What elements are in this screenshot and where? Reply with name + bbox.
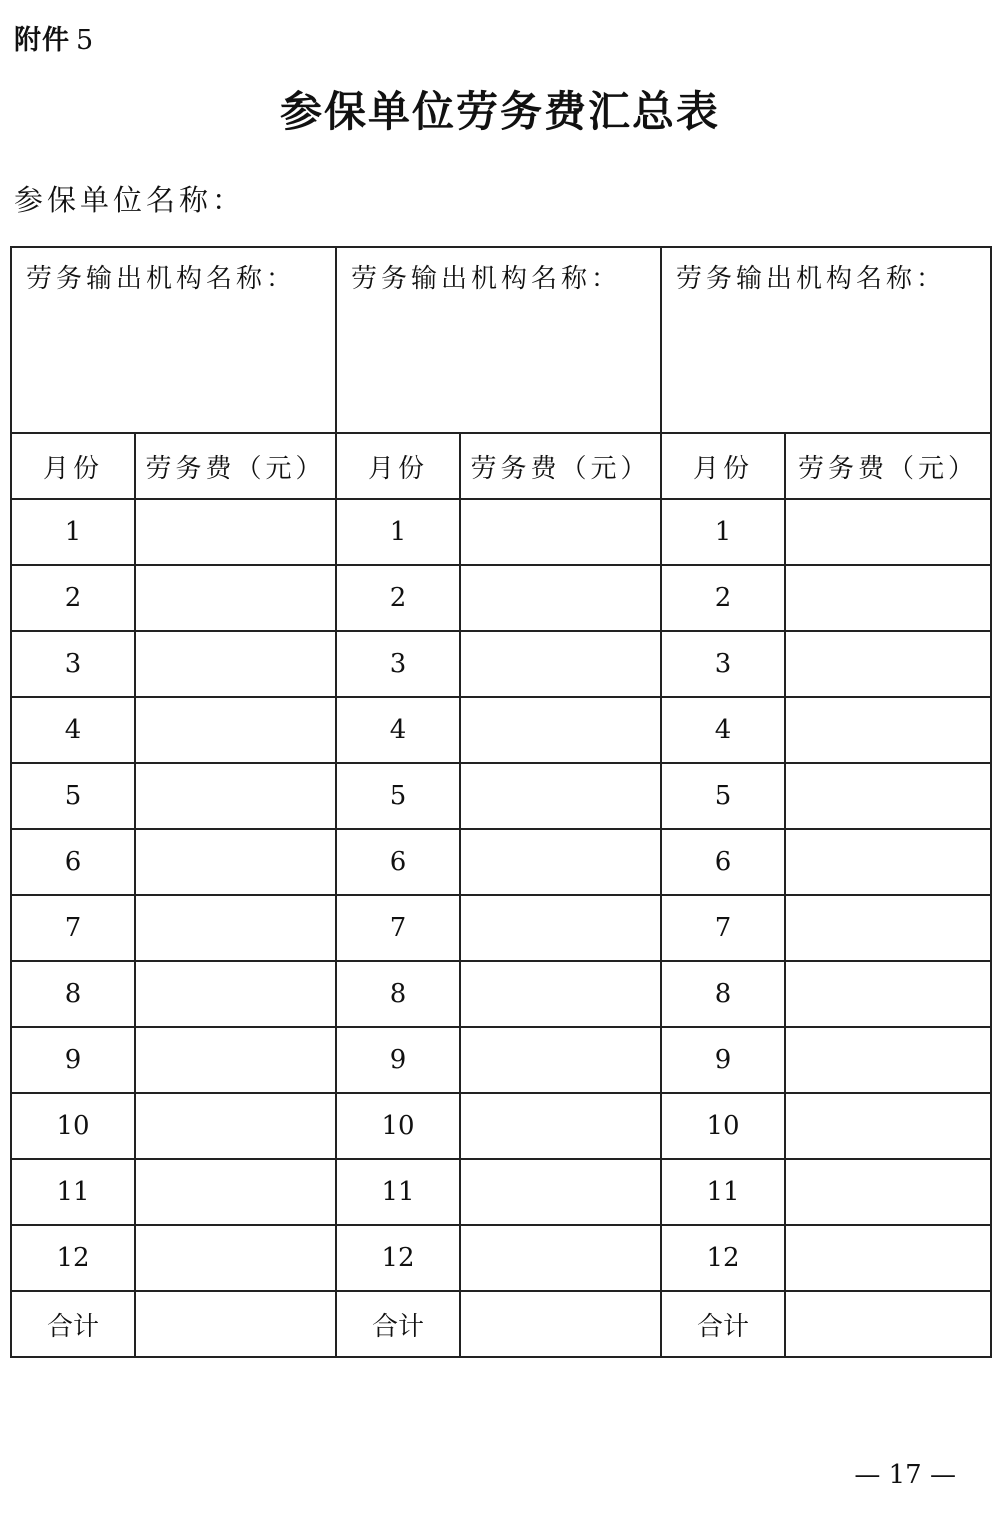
total-row	[11, 1291, 991, 1357]
org-name-cell-1: 劳务输出机构名称：	[11, 247, 336, 433]
fee-input-cell[interactable]	[135, 499, 336, 565]
total-label-cell: 合计	[336, 1291, 460, 1357]
total-fee-input-cell[interactable]	[460, 1291, 661, 1357]
fee-input-cell[interactable]	[460, 499, 661, 565]
fee-input-cell[interactable]	[785, 961, 991, 1027]
fee-input-cell[interactable]	[785, 1159, 991, 1225]
month-cell: 8	[11, 961, 135, 1027]
total-fee-input-cell[interactable]	[785, 1291, 991, 1357]
month-cell: 6	[336, 829, 460, 895]
table-row	[11, 1093, 991, 1159]
attachment-text: 附件	[14, 25, 70, 56]
fee-input-cell[interactable]	[135, 829, 336, 895]
table-row	[11, 763, 991, 829]
attachment-number: 5	[76, 25, 95, 56]
month-cell: 7	[336, 895, 460, 961]
fee-header-2: 劳务费（元）	[460, 433, 661, 499]
month-cell: 7	[11, 895, 135, 961]
table-row	[11, 1225, 991, 1291]
fee-input-cell[interactable]	[460, 1225, 661, 1291]
month-cell: 2	[661, 565, 785, 631]
table-row	[11, 895, 991, 961]
month-cell: 3	[336, 631, 460, 697]
month-cell: 8	[336, 961, 460, 1027]
fee-input-cell[interactable]	[460, 1159, 661, 1225]
total-label-cell: 合计	[661, 1291, 785, 1357]
attachment-label	[14, 24, 94, 58]
month-cell: 6	[661, 829, 785, 895]
month-cell: 11	[661, 1159, 785, 1225]
fee-input-cell[interactable]	[135, 1159, 336, 1225]
fee-header-3: 劳务费（元）	[785, 433, 991, 499]
fee-input-cell[interactable]	[135, 1225, 336, 1291]
month-cell: 9	[661, 1027, 785, 1093]
month-cell: 6	[11, 829, 135, 895]
insured-unit-name-label: 参保单位名称：	[14, 183, 246, 217]
month-header-1: 月份	[11, 433, 135, 499]
fee-input-cell[interactable]	[135, 895, 336, 961]
total-fee-input-cell[interactable]	[135, 1291, 336, 1357]
fee-input-cell[interactable]	[460, 961, 661, 1027]
fee-input-cell[interactable]	[785, 631, 991, 697]
month-cell: 8	[661, 961, 785, 1027]
month-cell: 9	[11, 1027, 135, 1093]
total-label-cell: 合计	[11, 1291, 135, 1357]
fee-input-cell[interactable]	[460, 895, 661, 961]
month-cell: 11	[11, 1159, 135, 1225]
month-cell: 3	[661, 631, 785, 697]
fee-input-cell[interactable]	[785, 499, 991, 565]
table-row	[11, 565, 991, 631]
month-cell: 7	[661, 895, 785, 961]
fee-input-cell[interactable]	[135, 763, 336, 829]
fee-input-cell[interactable]	[135, 961, 336, 1027]
fee-input-cell[interactable]	[460, 631, 661, 697]
fee-input-cell[interactable]	[785, 565, 991, 631]
fee-input-cell[interactable]	[135, 697, 336, 763]
month-cell: 12	[336, 1225, 460, 1291]
fee-input-cell[interactable]	[135, 1027, 336, 1093]
fee-input-cell[interactable]	[460, 763, 661, 829]
month-cell: 1	[336, 499, 460, 565]
fee-input-cell[interactable]	[785, 1027, 991, 1093]
month-cell: 12	[661, 1225, 785, 1291]
month-cell: 5	[11, 763, 135, 829]
fee-input-cell[interactable]	[785, 1225, 991, 1291]
fee-input-cell[interactable]	[785, 895, 991, 961]
month-cell: 4	[11, 697, 135, 763]
table-row	[11, 829, 991, 895]
month-cell: 5	[661, 763, 785, 829]
org-name-row	[11, 247, 991, 433]
month-cell: 9	[336, 1027, 460, 1093]
month-cell: 4	[661, 697, 785, 763]
fee-input-cell[interactable]	[460, 697, 661, 763]
fee-input-cell[interactable]	[785, 697, 991, 763]
fee-header-1: 劳务费（元）	[135, 433, 336, 499]
page-number-text: — 17 —	[854, 1460, 956, 1490]
month-cell: 10	[336, 1093, 460, 1159]
fee-input-cell[interactable]	[135, 565, 336, 631]
month-cell: 4	[336, 697, 460, 763]
fee-input-cell[interactable]	[135, 1093, 336, 1159]
fee-input-cell[interactable]	[785, 763, 991, 829]
month-cell: 2	[11, 565, 135, 631]
month-cell: 1	[661, 499, 785, 565]
month-header-3: 月份	[661, 433, 785, 499]
org-name-cell-2: 劳务输出机构名称：	[336, 247, 661, 433]
org-name-cell-3: 劳务输出机构名称：	[661, 247, 991, 433]
month-cell: 10	[11, 1093, 135, 1159]
column-header-row	[11, 433, 991, 499]
month-cell: 10	[661, 1093, 785, 1159]
month-header-2: 月份	[336, 433, 460, 499]
fee-input-cell[interactable]	[460, 1093, 661, 1159]
table-row	[11, 697, 991, 763]
month-cell: 3	[11, 631, 135, 697]
month-cell: 5	[336, 763, 460, 829]
fee-input-cell[interactable]	[460, 829, 661, 895]
document-title: 参保单位劳务费汇总表	[279, 87, 720, 136]
table-row	[11, 499, 991, 565]
month-cell: 2	[336, 565, 460, 631]
month-cell: 11	[336, 1159, 460, 1225]
month-cell: 12	[11, 1225, 135, 1291]
page-number	[0, 1458, 1000, 1492]
fee-input-cell[interactable]	[460, 1027, 661, 1093]
table-row	[11, 631, 991, 697]
table-row	[11, 1159, 991, 1225]
table-row	[11, 1027, 991, 1093]
fee-input-cell[interactable]	[785, 1093, 991, 1159]
month-cell: 1	[11, 499, 135, 565]
table-row	[11, 961, 991, 1027]
fee-input-cell[interactable]	[460, 565, 661, 631]
fee-input-cell[interactable]	[135, 631, 336, 697]
labor-fee-summary-table	[10, 246, 992, 1358]
fee-input-cell[interactable]	[785, 829, 991, 895]
